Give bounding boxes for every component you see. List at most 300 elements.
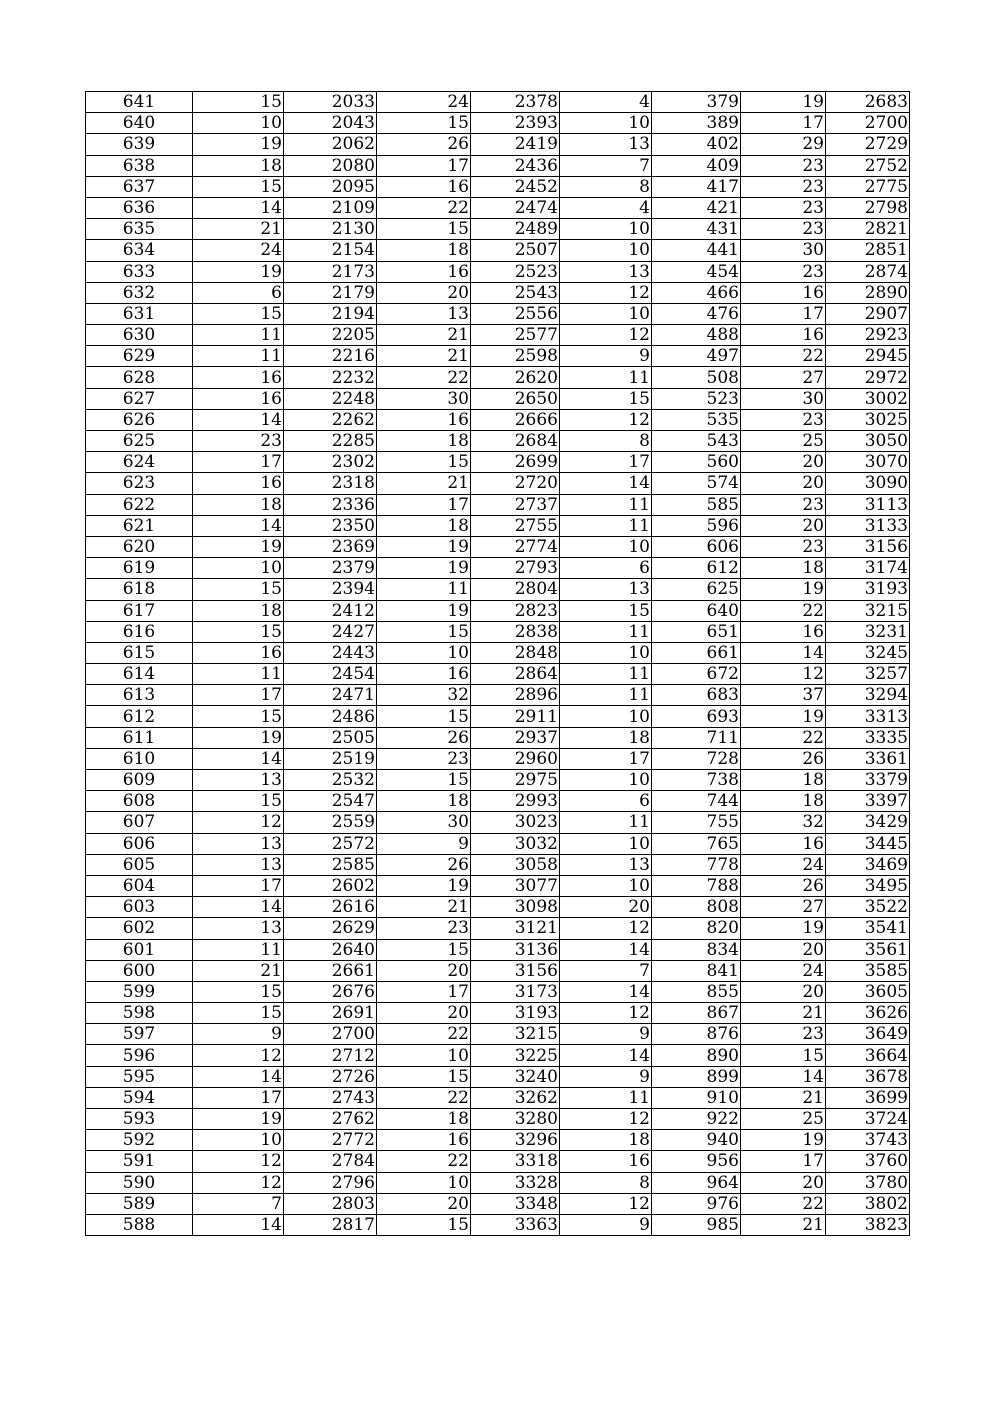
table-cell: 12 [193,1172,284,1193]
table-cell: 18 [193,600,284,621]
table-cell: 12 [560,1193,652,1214]
table-cell: 10 [193,558,284,579]
table-cell: 11 [560,1087,652,1108]
table-cell: 2109 [284,197,377,218]
table-cell: 2691 [284,1003,377,1024]
table-cell: 12 [193,812,284,833]
table-cell: 22 [741,600,826,621]
table-cell: 3318 [471,1151,560,1172]
table-cell: 3724 [826,1109,910,1130]
table-cell: 2523 [471,261,560,282]
table-cell: 3760 [826,1151,910,1172]
table-cell: 560 [652,452,741,473]
table-cell: 17 [377,155,471,176]
table-cell: 2817 [284,1214,377,1235]
table-cell: 2726 [284,1066,377,1087]
table-cell: 3348 [471,1193,560,1214]
table-cell: 2821 [826,219,910,240]
table-cell: 3090 [826,473,910,494]
table-cell: 16 [377,261,471,282]
table-cell: 21 [741,1003,826,1024]
table-cell: 585 [652,494,741,515]
table-cell: 574 [652,473,741,494]
table-cell: 23 [741,197,826,218]
table-cell: 10 [560,770,652,791]
table-cell: 2720 [471,473,560,494]
table-row [86,770,910,791]
table-cell: 711 [652,727,741,748]
table-cell: 14 [741,642,826,663]
table-cell: 12 [560,1109,652,1130]
table-cell: 940 [652,1130,741,1151]
table-cell: 640 [652,600,741,621]
table-cell: 14 [193,515,284,536]
table-cell: 17 [193,1087,284,1108]
table-cell: 23 [741,536,826,557]
table-row [86,1003,910,1024]
table-cell: 12 [560,409,652,430]
table-cell: 10 [560,219,652,240]
table-cell: 985 [652,1214,741,1235]
table-cell: 808 [652,897,741,918]
score-cell: 612 [86,706,193,727]
score-cell: 595 [86,1066,193,1087]
table-cell: 19 [193,134,284,155]
table-cell: 21 [377,473,471,494]
table-cell: 18 [560,1130,652,1151]
table-cell: 23 [741,1024,826,1045]
table-cell: 20 [741,1172,826,1193]
score-cell: 593 [86,1109,193,1130]
score-cell: 594 [86,1087,193,1108]
table-cell: 12 [193,1151,284,1172]
table-cell: 2369 [284,536,377,557]
table-cell: 18 [193,155,284,176]
table-row [86,409,910,430]
table-row [86,325,910,346]
table-cell: 3121 [471,918,560,939]
table-cell: 651 [652,621,741,642]
score-cell: 589 [86,1193,193,1214]
table-cell: 10 [560,240,652,261]
table-cell: 21 [741,1087,826,1108]
table-cell: 910 [652,1087,741,1108]
table-cell: 16 [193,473,284,494]
table-cell: 841 [652,960,741,981]
table-cell: 431 [652,219,741,240]
score-cell: 621 [86,515,193,536]
table-cell: 3077 [471,875,560,896]
table-cell: 2666 [471,409,560,430]
table-cell: 2796 [284,1172,377,1193]
table-cell: 2379 [284,558,377,579]
table-cell: 10 [377,642,471,663]
score-cell: 618 [86,579,193,600]
table-cell: 11 [560,367,652,388]
table-cell: 2505 [284,727,377,748]
table-cell: 2620 [471,367,560,388]
table-cell: 661 [652,642,741,663]
table-cell: 15 [377,706,471,727]
table-cell: 2471 [284,685,377,706]
table-cell: 2650 [471,388,560,409]
table-cell: 672 [652,664,741,685]
table-row [86,685,910,706]
table-cell: 19 [377,536,471,557]
table-cell: 13 [560,134,652,155]
score-cell: 622 [86,494,193,515]
table-cell: 23 [741,155,826,176]
table-cell: 2489 [471,219,560,240]
score-cell: 636 [86,197,193,218]
table-cell: 9 [560,1066,652,1087]
table-cell: 32 [377,685,471,706]
table-row [86,812,910,833]
table-cell: 744 [652,791,741,812]
table-cell: 976 [652,1193,741,1214]
table-cell: 3240 [471,1066,560,1087]
table-cell: 15 [193,303,284,324]
table-cell: 17 [741,1151,826,1172]
table-cell: 10 [560,642,652,663]
table-cell: 2712 [284,1045,377,1066]
table-cell: 4 [560,197,652,218]
table-cell: 14 [560,1045,652,1066]
table-cell: 2774 [471,536,560,557]
table-cell: 20 [741,981,826,1002]
table-cell: 421 [652,197,741,218]
table-row [86,727,910,748]
table-cell: 3257 [826,664,910,685]
table-cell: 441 [652,240,741,261]
table-cell: 11 [560,664,652,685]
table-cell: 16 [193,367,284,388]
table-cell: 12 [560,1003,652,1024]
table-cell: 3113 [826,494,910,515]
score-cell: 617 [86,600,193,621]
table-cell: 19 [741,1130,826,1151]
table-cell: 17 [560,452,652,473]
table-body [86,92,910,1236]
table-cell: 3522 [826,897,910,918]
table-cell: 738 [652,770,741,791]
table-cell: 11 [560,515,652,536]
table-cell: 15 [377,770,471,791]
table-cell: 6 [193,282,284,303]
score-cell: 616 [86,621,193,642]
table-cell: 899 [652,1066,741,1087]
table-cell: 2975 [471,770,560,791]
table-row [86,494,910,515]
table-cell: 16 [741,833,826,854]
table-cell: 14 [193,1214,284,1235]
table-row [86,536,910,557]
table-row [86,621,910,642]
table-cell: 2972 [826,367,910,388]
table-cell: 389 [652,113,741,134]
table-cell: 11 [560,685,652,706]
table-cell: 2911 [471,706,560,727]
table-cell: 2848 [471,642,560,663]
table-cell: 10 [560,113,652,134]
table-cell: 16 [741,325,826,346]
table-cell: 755 [652,812,741,833]
table-cell: 3156 [471,960,560,981]
table-cell: 13 [560,579,652,600]
table-cell: 3296 [471,1130,560,1151]
table-row [86,197,910,218]
table-cell: 3156 [826,536,910,557]
table-row [86,664,910,685]
score-cell: 598 [86,1003,193,1024]
table-cell: 10 [560,875,652,896]
table-cell: 30 [377,812,471,833]
table-cell: 683 [652,685,741,706]
table-cell: 15 [377,219,471,240]
table-cell: 15 [377,452,471,473]
table-cell: 3328 [471,1172,560,1193]
table-row [86,1045,910,1066]
table-cell: 15 [193,981,284,1002]
table-cell: 2683 [826,92,910,113]
table-row [86,176,910,197]
table-cell: 3070 [826,452,910,473]
table-cell: 15 [741,1045,826,1066]
score-cell: 605 [86,854,193,875]
score-cell: 631 [86,303,193,324]
table-cell: 18 [377,431,471,452]
table-cell: 8 [560,176,652,197]
table-cell: 2285 [284,431,377,452]
table-cell: 11 [560,621,652,642]
table-cell: 867 [652,1003,741,1024]
table-cell: 2937 [471,727,560,748]
table-cell: 14 [193,197,284,218]
table-cell: 2248 [284,388,377,409]
table-cell: 19 [193,261,284,282]
table-row [86,1024,910,1045]
table-cell: 11 [377,579,471,600]
table-cell: 19 [741,706,826,727]
table-cell: 3363 [471,1214,560,1235]
table-row [86,748,910,769]
table-cell: 3743 [826,1130,910,1151]
score-cell: 623 [86,473,193,494]
table-cell: 3605 [826,981,910,1002]
table-cell: 18 [377,791,471,812]
table-cell: 23 [741,176,826,197]
table-cell: 17 [377,981,471,1002]
table-row [86,452,910,473]
table-row [86,155,910,176]
table-cell: 14 [560,939,652,960]
score-cell: 601 [86,939,193,960]
table-cell: 27 [741,367,826,388]
table-cell: 21 [377,897,471,918]
table-cell: 21 [193,960,284,981]
score-cell: 619 [86,558,193,579]
table-cell: 19 [741,579,826,600]
table-cell: 2062 [284,134,377,155]
table-cell: 18 [377,515,471,536]
table-cell: 2823 [471,600,560,621]
table-row [86,219,910,240]
table-cell: 12 [560,918,652,939]
table-cell: 16 [377,1130,471,1151]
table-cell: 2486 [284,706,377,727]
table-cell: 3133 [826,515,910,536]
table-cell: 3429 [826,812,910,833]
table-row [86,939,910,960]
table-row [86,515,910,536]
score-cell: 629 [86,346,193,367]
table-cell: 2661 [284,960,377,981]
table-row [86,1130,910,1151]
table-cell: 3294 [826,685,910,706]
table-cell: 488 [652,325,741,346]
table-cell: 15 [193,706,284,727]
score-cell: 640 [86,113,193,134]
table-cell: 14 [741,1066,826,1087]
table-cell: 15 [377,939,471,960]
table-cell: 2262 [284,409,377,430]
table-cell: 3561 [826,939,910,960]
table-cell: 2752 [826,155,910,176]
table-cell: 3379 [826,770,910,791]
table-cell: 22 [741,1193,826,1214]
score-cell: 607 [86,812,193,833]
score-cell: 596 [86,1045,193,1066]
table-row [86,367,910,388]
table-row [86,960,910,981]
table-cell: 22 [741,346,826,367]
table-cell: 25 [741,431,826,452]
table-cell: 3215 [826,600,910,621]
table-cell: 2419 [471,134,560,155]
table-cell: 22 [377,367,471,388]
table-cell: 3025 [826,409,910,430]
table-row [86,854,910,875]
table-cell: 2874 [826,261,910,282]
score-cell: 626 [86,409,193,430]
table-cell: 2507 [471,240,560,261]
score-cell: 637 [86,176,193,197]
table-cell: 15 [560,600,652,621]
table-cell: 18 [741,770,826,791]
table-cell: 15 [193,579,284,600]
score-cell: 592 [86,1130,193,1151]
table-cell: 3002 [826,388,910,409]
table-cell: 3174 [826,558,910,579]
table-cell: 2762 [284,1109,377,1130]
table-cell: 14 [193,897,284,918]
table-cell: 11 [560,494,652,515]
table-cell: 2179 [284,282,377,303]
table-row [86,833,910,854]
table-cell: 3193 [471,1003,560,1024]
table-cell: 18 [741,558,826,579]
table-row [86,473,910,494]
table-cell: 3225 [471,1045,560,1066]
table-cell: 11 [560,812,652,833]
table-cell: 2960 [471,748,560,769]
table-cell: 2350 [284,515,377,536]
table-cell: 22 [377,1087,471,1108]
table-cell: 2907 [826,303,910,324]
table-cell: 606 [652,536,741,557]
table-cell: 2804 [471,579,560,600]
table-cell: 20 [377,282,471,303]
score-cell: 600 [86,960,193,981]
table-cell: 19 [193,536,284,557]
table-cell: 16 [193,388,284,409]
score-table [85,91,910,1236]
table-cell: 2755 [471,515,560,536]
table-row [86,642,910,663]
table-cell: 23 [741,409,826,430]
score-cell: 627 [86,388,193,409]
table-cell: 10 [560,833,652,854]
score-cell: 609 [86,770,193,791]
table-cell: 2793 [471,558,560,579]
score-cell: 611 [86,727,193,748]
table-cell: 417 [652,176,741,197]
table-cell: 7 [560,155,652,176]
table-cell: 11 [193,325,284,346]
table-cell: 3098 [471,897,560,918]
table-cell: 3335 [826,727,910,748]
table-cell: 2784 [284,1151,377,1172]
table-cell: 834 [652,939,741,960]
table-cell: 17 [741,113,826,134]
table-cell: 2443 [284,642,377,663]
table-cell: 23 [193,431,284,452]
table-cell: 6 [560,791,652,812]
table-cell: 3050 [826,431,910,452]
score-cell: 588 [86,1214,193,1235]
table-cell: 956 [652,1151,741,1172]
table-cell: 3541 [826,918,910,939]
table-cell: 20 [741,473,826,494]
score-cell: 638 [86,155,193,176]
table-cell: 10 [560,536,652,557]
table-cell: 18 [193,494,284,515]
table-cell: 2302 [284,452,377,473]
table-cell: 3262 [471,1087,560,1108]
table-cell: 2699 [471,452,560,473]
table-cell: 9 [560,1024,652,1045]
table-cell: 15 [377,1066,471,1087]
table-cell: 2572 [284,833,377,854]
table-row [86,579,910,600]
score-cell: 639 [86,134,193,155]
table-cell: 18 [741,791,826,812]
table-cell: 10 [377,1045,471,1066]
score-cell: 634 [86,240,193,261]
table-cell: 15 [193,621,284,642]
table-cell: 10 [193,113,284,134]
table-cell: 17 [377,494,471,515]
table-cell: 2205 [284,325,377,346]
table-cell: 2394 [284,579,377,600]
table-row [86,558,910,579]
table-cell: 3032 [471,833,560,854]
table-row [86,261,910,282]
table-cell: 20 [741,515,826,536]
table-cell: 2945 [826,346,910,367]
score-cell: 630 [86,325,193,346]
table-cell: 19 [741,918,826,939]
